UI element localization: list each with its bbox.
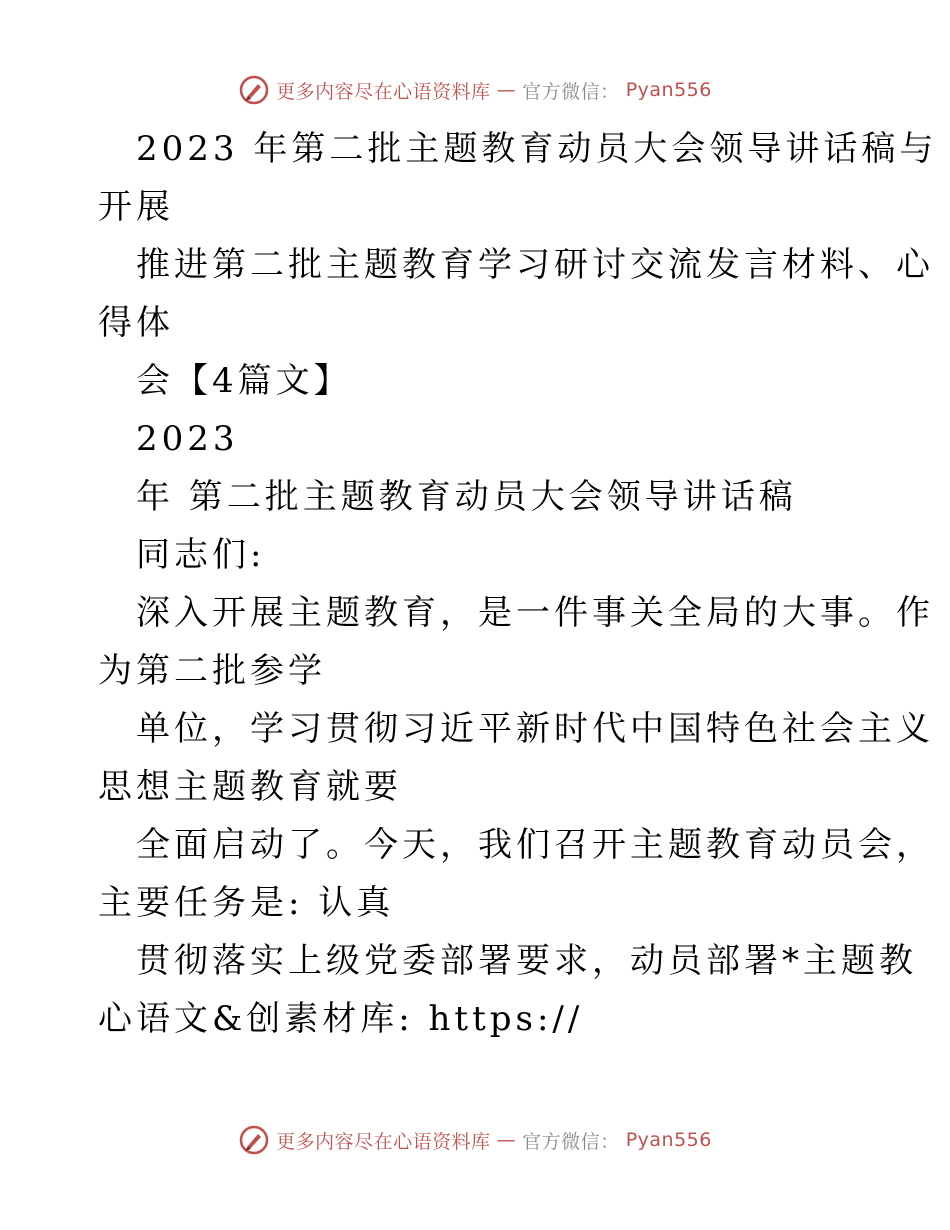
watermark-text: 更多内容尽在心语资料库 bbox=[276, 80, 491, 103]
text-line: 思想主题教育就要 bbox=[98, 767, 402, 807]
text-line: 2023 bbox=[136, 419, 239, 459]
text-line: 同志们: bbox=[136, 535, 266, 575]
watermark-wechat-label: 官方微信： bbox=[522, 80, 620, 103]
watermark-wechat-label: 官方微信： bbox=[522, 1130, 620, 1153]
red-pen-circle-logo-icon bbox=[238, 1124, 270, 1156]
watermark-separator: — bbox=[496, 79, 517, 101]
watermark-handle: Pyan556 bbox=[625, 1129, 712, 1151]
text-line: 贯彻落实上级党委部署要求，动员部署*主题教 bbox=[136, 941, 917, 981]
text-line: 2023 年第二批主题教育动员大会领导讲话稿与 bbox=[136, 129, 938, 169]
header-watermark bbox=[0, 70, 950, 110]
document-body bbox=[98, 120, 938, 1048]
text-line: 单位，学习贯彻习近平新时代中国特色社会主义 bbox=[136, 709, 934, 749]
watermark-separator: — bbox=[496, 1129, 517, 1151]
text-line: 主要任务是: 认真 bbox=[98, 883, 395, 923]
text-line: 为第二批参学 bbox=[98, 651, 326, 691]
text-line: 推进第二批主题教育学习研讨交流发言材料、心 bbox=[136, 245, 934, 285]
text-line: 开展 bbox=[98, 187, 174, 227]
text-line: 得体 bbox=[98, 303, 174, 343]
text-line: 心语文&创素材库: https:// bbox=[98, 999, 584, 1039]
red-pen-circle-logo-icon bbox=[238, 74, 270, 106]
watermark-text: 更多内容尽在心语资料库 bbox=[276, 1130, 491, 1153]
text-line: 全面启动了。今天，我们召开主题教育动员会， bbox=[136, 825, 934, 865]
watermark-handle: Pyan556 bbox=[625, 79, 712, 101]
text-line: 深入开展主题教育，是一件事关全局的大事。作 bbox=[136, 593, 934, 633]
footer-watermark bbox=[0, 1120, 950, 1160]
text-line: 年 第二批主题教育动员大会领导讲话稿 bbox=[136, 477, 797, 517]
text-line: 会【4篇文】 bbox=[136, 361, 352, 401]
